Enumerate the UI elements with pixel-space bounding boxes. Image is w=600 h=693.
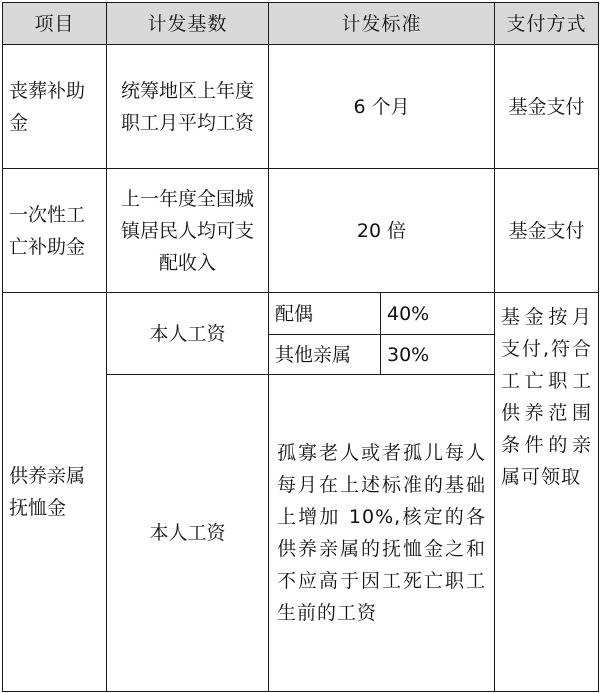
- basis-cell: 上一年度全国城镇居民人均可支配收入: [107, 169, 269, 293]
- header-basis: 计发基数: [107, 3, 269, 45]
- payment-cell: 基金支付: [495, 45, 599, 169]
- spouse-label: 配偶: [269, 293, 381, 335]
- extra-standard-cell: 孤寡老人或者孤儿每人每月在上述标准的基础上增加 10%,核定的各供养亲属的抚恤金之和不应高于因工死亡职工生前的工资: [269, 375, 495, 692]
- item-cell: 一次性工亡补助金: [3, 169, 107, 293]
- standard-cell: 20 倍: [269, 169, 495, 293]
- table-row: [3, 293, 599, 335]
- spouse-rate: 40%: [381, 293, 495, 335]
- other-relatives-label: 其他亲属: [269, 335, 381, 375]
- basis-cell: 统筹地区上年度职工月平均工资: [107, 45, 269, 169]
- pension-basis-cell: 本人工资: [107, 375, 269, 692]
- benefits-table: [2, 2, 599, 692]
- header-item: 项目: [3, 3, 107, 45]
- pension-payment-cell: 基金按月支付,符合工亡职工供养范围条件的亲属可领取: [495, 293, 599, 692]
- pension-basis-cell: 本人工资: [107, 293, 269, 375]
- item-cell: 丧葬补助金: [3, 45, 107, 169]
- header-row: [3, 3, 599, 45]
- standard-cell: 6 个月: [269, 45, 495, 169]
- payment-cell: 基金支付: [495, 169, 599, 293]
- header-standard: 计发标准: [269, 3, 495, 45]
- pension-item-cell: 供养亲属抚恤金: [3, 293, 107, 692]
- table-row: [3, 45, 599, 169]
- other-relatives-rate: 30%: [381, 335, 495, 375]
- header-payment: 支付方式: [495, 3, 599, 45]
- table-row: [3, 169, 599, 293]
